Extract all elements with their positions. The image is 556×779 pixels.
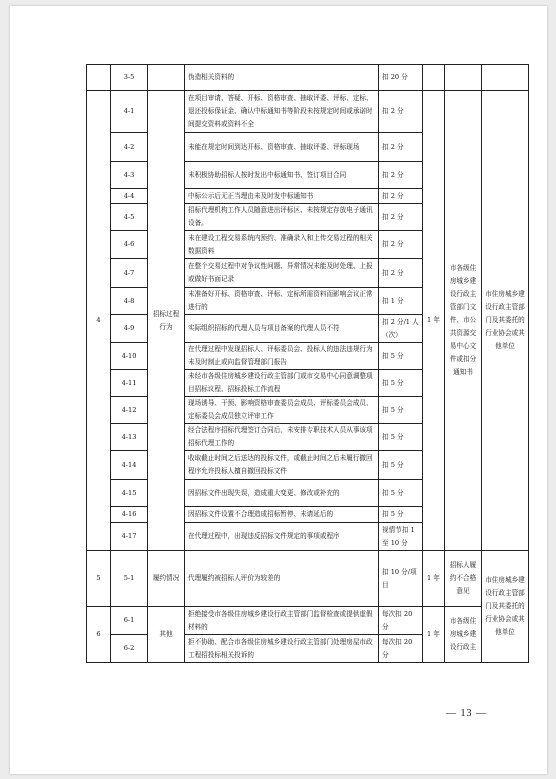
code-cell: 4-4 [111, 189, 148, 204]
penalty-cell: 每次扣 20 分 [379, 635, 423, 663]
dept-cell [482, 65, 529, 91]
content-cell: 伪造相关资料的 [185, 65, 379, 91]
penalty-cell: 扣 2 分 [379, 162, 423, 189]
penalty-cell: 扣 2 分 [379, 189, 423, 204]
dept-cell: 市住房城乡建设行政主管部门及其委托的行业协会或其他单位 [482, 91, 529, 551]
code-cell: 5-1 [111, 551, 148, 607]
source-cell: 市各级住房城乡建设行政主管部门文件、市公共资源交易中心文件或扣分通知书 [445, 91, 482, 551]
code-cell: 4-2 [111, 133, 148, 162]
penalty-cell: 扣 2 分/1 人（次） [379, 315, 423, 343]
penalty-cell: 扣 10 分/项目 [379, 551, 423, 607]
penalty-cell: 扣 2 分 [379, 133, 423, 162]
content-cell: 在代理过程中，出现违反招标文件规定的事项或程序 [185, 523, 379, 551]
penalty-cell: 扣 2 分 [379, 91, 423, 133]
code-cell: 4-17 [111, 523, 148, 551]
penalty-cell: 扣 1 分 [379, 288, 423, 315]
code-cell: 4-12 [111, 397, 148, 424]
penalty-cell: 扣 5 分 [379, 343, 423, 370]
table-row [87, 607, 529, 635]
dept-cell: 市住房城乡建设行政主管部门及其委托的行业协会或其他单位 [482, 551, 529, 663]
content-cell: 因招标文件出现失误，造成重大变更、修改或补充的 [185, 480, 379, 507]
table-row [87, 551, 529, 607]
content-cell: 因招标文件设置不合理造成招标暂停、未请延后的 [185, 507, 379, 523]
group-number-cell: 5 [87, 551, 111, 607]
code-cell: 4-13 [111, 424, 148, 451]
penalty-cell: 扣 5 分 [379, 507, 423, 523]
penalty-cell: 扣 2 分 [379, 204, 423, 231]
code-cell: 3-5 [111, 65, 148, 91]
table-row [87, 91, 529, 133]
content-cell: 实际组织招标的代理人员与项目备案的代理人员不符 [185, 315, 379, 343]
source-cell: 市各级住房城乡建设行政主 [445, 607, 482, 663]
penalty-cell: 扣 5 分 [379, 451, 423, 480]
penalty-cell: 扣 5 分 [379, 480, 423, 507]
code-cell: 4-8 [111, 288, 148, 315]
penalty-cell: 扣 5 分 [379, 397, 423, 424]
period-cell: 1 年 [423, 551, 445, 607]
content-cell: 收取截止时间之后送达的投标文件，或截止时间之后未履行撤回程序允许投标人擅自撤回投标文件 [185, 451, 379, 480]
no-cell [87, 65, 111, 91]
penalty-cell: 扣 5 分 [379, 370, 423, 397]
code-cell: 4-15 [111, 480, 148, 507]
source-cell: 招标人履约不合格意见 [445, 551, 482, 607]
content-cell: 在代理过程中发现招标人、评标委员会、投标人的违法违规行为未及时制止或向监督管理部门报告 [185, 343, 379, 370]
code-cell: 4-5 [111, 204, 148, 231]
code-cell: 4-7 [111, 259, 148, 288]
code-cell: 6-2 [111, 635, 148, 663]
content-cell: 未积极协助招标人按时发出中标通知书、签订项目合同 [185, 162, 379, 189]
category-cell: 履约情况 [148, 551, 185, 607]
content-cell: 未能在规定时间到达开标、资格审查、抽取评委、评标现场 [185, 133, 379, 162]
content-cell: 中标公示后无正当理由未及时发中标通知书 [185, 189, 379, 204]
content-cell: 未准备好开标、资格审查、评标、定标所需资料而影响会议正常进行的 [185, 288, 379, 315]
penalty-cell: 扣 2 分 [379, 231, 423, 259]
document-page [10, 6, 547, 774]
scoring-table [86, 64, 529, 663]
period-cell [423, 65, 445, 91]
period-cell: 1 年 [423, 91, 445, 551]
penalty-cell: 扣 20 分 [379, 65, 423, 91]
period-cell: 1 年 [423, 607, 445, 663]
category-cell: 招标过程行为 [148, 91, 185, 551]
penalty-cell: 每次扣 20 分 [379, 607, 423, 635]
group-number-cell: 6 [87, 607, 111, 663]
penalty-cell: 视情节扣 1 至 10 分 [379, 523, 423, 551]
content-cell: 代理履约被招标人评价为较差的 [185, 551, 379, 607]
category-cell [148, 65, 185, 91]
page-number: — 13 — [446, 708, 487, 719]
code-cell: 4-1 [111, 91, 148, 133]
content-cell: 在整个交易过程中对争议性问题、异常情况未能及时处理、上报或做好书面记录 [185, 259, 379, 288]
content-cell: 经合法程序招标代理签订合同后，未安排专职技术人员从事该项招标代理工作的 [185, 424, 379, 451]
group-number-cell: 4 [87, 91, 111, 551]
content-cell: 现场诱导、干预、影响资格审查委员会成员、评标委员会成员、定标委员会成员独立评审工作 [185, 397, 379, 424]
code-cell: 4-9 [111, 315, 148, 343]
content-cell: 在项目审请、答疑、开标、资格审查、抽取评委、评标、定标、退还投标保证金、确认中标通知书等阶段未按规定时间或承诺时间提交资料或资料不全 [185, 91, 379, 133]
code-cell: 4-10 [111, 343, 148, 370]
content-cell: 拒不协助、配合市各级住房城乡建设行政主管部门处理房屋市政工程招投标相关投诉的 [185, 635, 379, 663]
code-cell: 4-6 [111, 231, 148, 259]
content-cell: 未在建设工程交易系统内预约、准确录入和上传交易过程的相关数据资料 [185, 231, 379, 259]
code-cell: 4-3 [111, 162, 148, 189]
code-cell: 4-11 [111, 370, 148, 397]
code-cell: 6-1 [111, 607, 148, 635]
code-cell: 4-16 [111, 507, 148, 523]
content-cell: 招标代理机构工作人员随意进出评标区、未按规定存放电子通讯设备。 [185, 204, 379, 231]
category-cell: 其他 [148, 607, 185, 663]
penalty-cell: 扣 2 分 [379, 259, 423, 288]
table-row [87, 65, 529, 91]
content-cell: 拒绝接受市各级住房城乡建设行政主管部门监督检查或提供虚假材料的 [185, 607, 379, 635]
source-cell [445, 65, 482, 91]
penalty-cell: 扣 5 分 [379, 424, 423, 451]
content-cell: 未经市各级住房城乡建设行政主管部门或市交易中心同意调整项目招标议程、招标投标工作流程 [185, 370, 379, 397]
code-cell: 4-14 [111, 451, 148, 480]
